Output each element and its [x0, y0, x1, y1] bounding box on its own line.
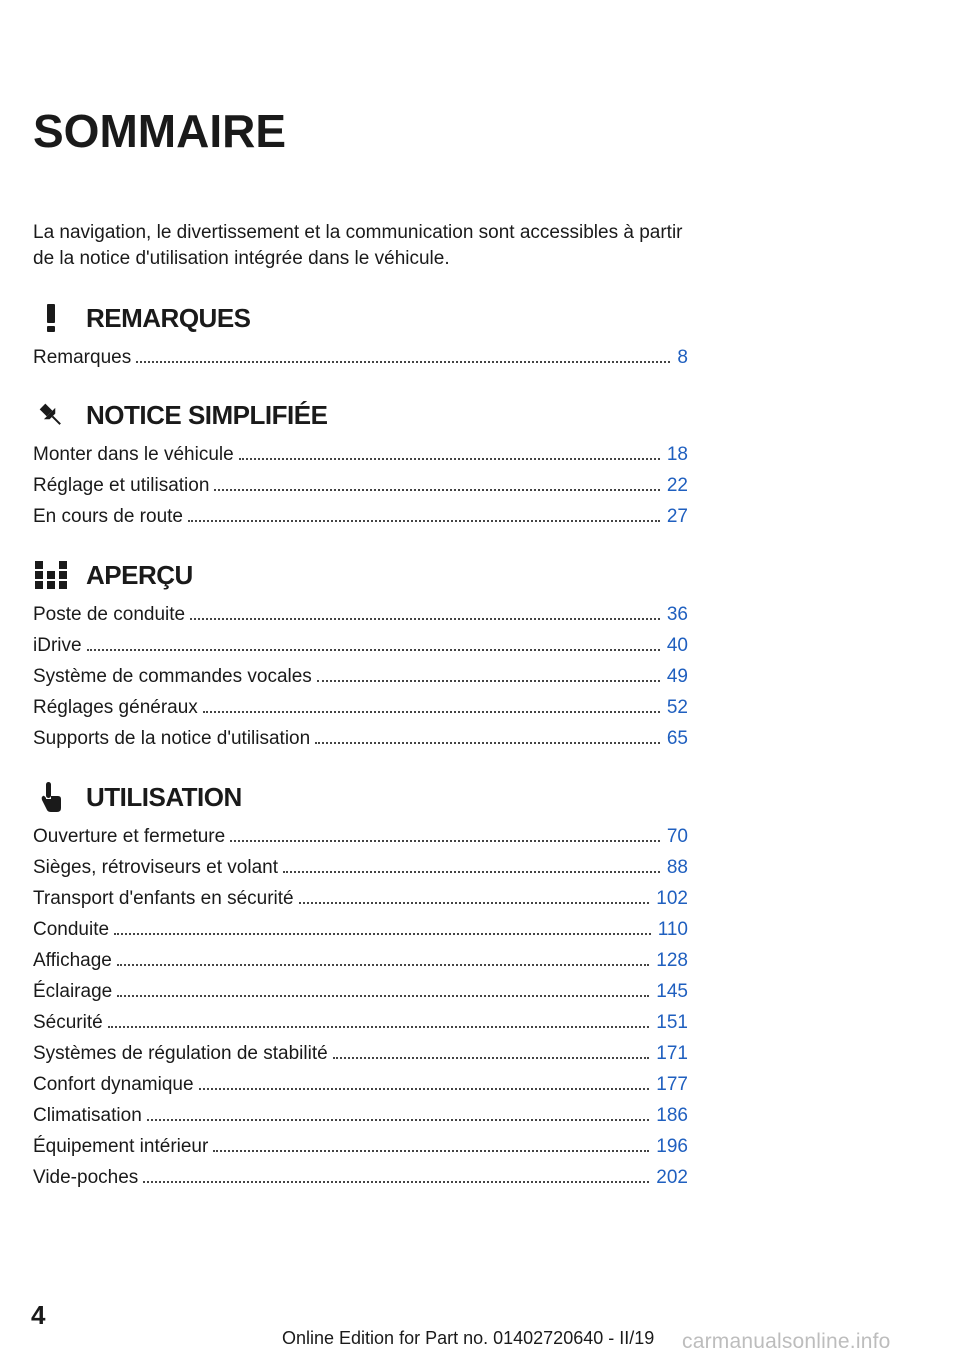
toc-entry[interactable]	[33, 1096, 688, 1127]
intro-text: La navigation, le divertissement et la communication sont accessibles à partir de la notice d'utilisation intégrée dans le véhicule.	[33, 222, 683, 269]
toc-entry-label: Réglage et utilisation	[33, 475, 210, 496]
dot-leader	[117, 995, 649, 997]
toc-entry-label: Climatisation	[33, 1105, 142, 1126]
toc-entry-label: Affichage	[33, 950, 112, 971]
toc-entry-label: Poste de conduite	[33, 604, 186, 625]
toc-page-link[interactable]: 151	[656, 1012, 688, 1033]
toc-page-link[interactable]: 177	[656, 1074, 688, 1095]
toc-entry[interactable]	[33, 657, 688, 688]
toc-page-link[interactable]: 36	[666, 604, 688, 625]
toc-entry[interactable]	[33, 497, 688, 528]
section-title: UTILISATION	[86, 781, 242, 812]
toc-entry-label: Conduite	[33, 919, 110, 940]
toc-page-link[interactable]: 128	[656, 950, 688, 971]
toc-page-link[interactable]: 40	[666, 635, 688, 656]
toc-entry-label: Système de commandes vocales	[33, 666, 312, 687]
toc-page-link[interactable]: 110	[657, 919, 688, 940]
dot-leader	[213, 1150, 649, 1152]
toc-entry[interactable]	[33, 817, 688, 848]
dot-leader	[147, 1119, 650, 1121]
dot-leader	[199, 1088, 650, 1090]
toc-page-link[interactable]: 171	[656, 1043, 688, 1064]
toc-page-link[interactable]: 8	[677, 347, 688, 368]
toc-entry-label: iDrive	[33, 635, 82, 656]
toc-page-link[interactable]: 65	[666, 728, 688, 749]
toc-page-link[interactable]: 70	[666, 826, 688, 847]
toc-entry[interactable]	[33, 688, 688, 719]
section-remarques	[33, 298, 688, 369]
toc-entry-label: Vide-poches	[33, 1167, 139, 1188]
toc-entry-label: Monter dans le véhicule	[33, 444, 234, 465]
toc-entry-label: En cours de route	[33, 506, 183, 527]
section-header	[33, 298, 688, 338]
toc-list	[33, 595, 688, 750]
footer-edition: Online Edition for Part no. 01402720640 - II/19	[282, 1328, 655, 1348]
pointing-hand-icon	[33, 779, 69, 815]
toc-page-link[interactable]: 18	[666, 444, 688, 465]
section-apercu	[33, 555, 688, 750]
toc-page-link[interactable]: 22	[666, 475, 688, 496]
dot-leader	[299, 902, 650, 904]
dot-leader	[114, 933, 651, 935]
toc-entry[interactable]	[33, 848, 688, 879]
toc-list	[33, 338, 688, 369]
toc-page-link[interactable]: 88	[666, 857, 688, 878]
toc-page-link[interactable]: 49	[666, 666, 688, 687]
toc-page-link[interactable]: 196	[656, 1136, 688, 1157]
section-title: APERÇU	[86, 559, 193, 590]
dot-leader	[136, 361, 670, 363]
toc-entry-label: Réglages généraux	[33, 697, 198, 718]
toc-entry[interactable]	[33, 466, 688, 497]
toc-page-link[interactable]: 202	[656, 1167, 688, 1188]
toc-entry-label: Remarques	[33, 347, 132, 368]
section-utilisation	[33, 777, 688, 1189]
toc-entry-label: Sièges, rétroviseurs et volant	[33, 857, 279, 878]
toc-entry-label: Sécurité	[33, 1012, 103, 1033]
dot-leader	[239, 458, 660, 460]
dot-leader	[188, 520, 660, 522]
toc-entry-label: Équipement intérieur	[33, 1136, 209, 1157]
section-header	[33, 777, 688, 817]
dot-leader	[203, 711, 660, 713]
toc-page-link[interactable]: 145	[656, 981, 688, 1002]
toc-entry[interactable]	[33, 1127, 688, 1158]
toc-entry[interactable]	[33, 941, 688, 972]
dot-leader	[230, 840, 660, 842]
toc-entry-label: Supports de la notice d'utilisation	[33, 728, 311, 749]
toc-entry[interactable]	[33, 626, 688, 657]
toc-page-link[interactable]: 27	[666, 506, 688, 527]
dot-leader	[108, 1026, 650, 1028]
dot-leader	[315, 742, 660, 744]
toc-entry[interactable]	[33, 879, 688, 910]
toc-entry[interactable]	[33, 435, 688, 466]
toc-entry[interactable]	[33, 1034, 688, 1065]
toc-entry-label: Systèmes de régulation de stabilité	[33, 1043, 328, 1064]
toc-entry[interactable]	[33, 910, 688, 941]
toc-entry[interactable]	[33, 1003, 688, 1034]
section-notice-simplifiee	[33, 395, 688, 528]
watermark: carmanualsonline.info	[682, 1330, 891, 1353]
section-title: REMARQUES	[86, 302, 251, 333]
grid-icon	[33, 557, 69, 593]
dot-leader	[190, 618, 660, 620]
toc-entry[interactable]	[33, 972, 688, 1003]
dot-leader	[143, 1181, 649, 1183]
toc-page-link[interactable]: 102	[656, 888, 688, 909]
dot-leader	[317, 680, 660, 682]
toc-entry-label: Éclairage	[33, 981, 113, 1002]
dot-leader	[87, 649, 660, 651]
dot-leader	[117, 964, 649, 966]
section-title: NOTICE SIMPLIFIÉE	[86, 399, 328, 430]
toc-page-link[interactable]: 186	[656, 1105, 688, 1126]
toc-entry[interactable]	[33, 1158, 688, 1189]
toc-entry-label: Transport d'enfants en sécurité	[33, 888, 294, 909]
toc-list	[33, 435, 688, 528]
section-header	[33, 555, 688, 595]
exclamation-icon	[33, 300, 69, 336]
toc-list	[33, 817, 688, 1189]
toc-entry[interactable]	[33, 595, 688, 626]
toc-entry[interactable]	[33, 338, 688, 369]
pushpin-icon	[33, 397, 69, 433]
toc-entry-label: Confort dynamique	[33, 1074, 194, 1095]
toc-entry[interactable]	[33, 1065, 688, 1096]
dot-leader	[333, 1057, 650, 1059]
dot-leader	[214, 489, 659, 491]
toc-page-link[interactable]: 52	[666, 697, 688, 718]
dot-leader	[283, 871, 660, 873]
page-title: SOMMAIRE	[33, 105, 286, 157]
page-number: 4	[31, 1300, 46, 1330]
toc-entry-label: Ouverture et fermeture	[33, 826, 226, 847]
toc-entry[interactable]	[33, 719, 688, 750]
section-header	[33, 395, 688, 435]
